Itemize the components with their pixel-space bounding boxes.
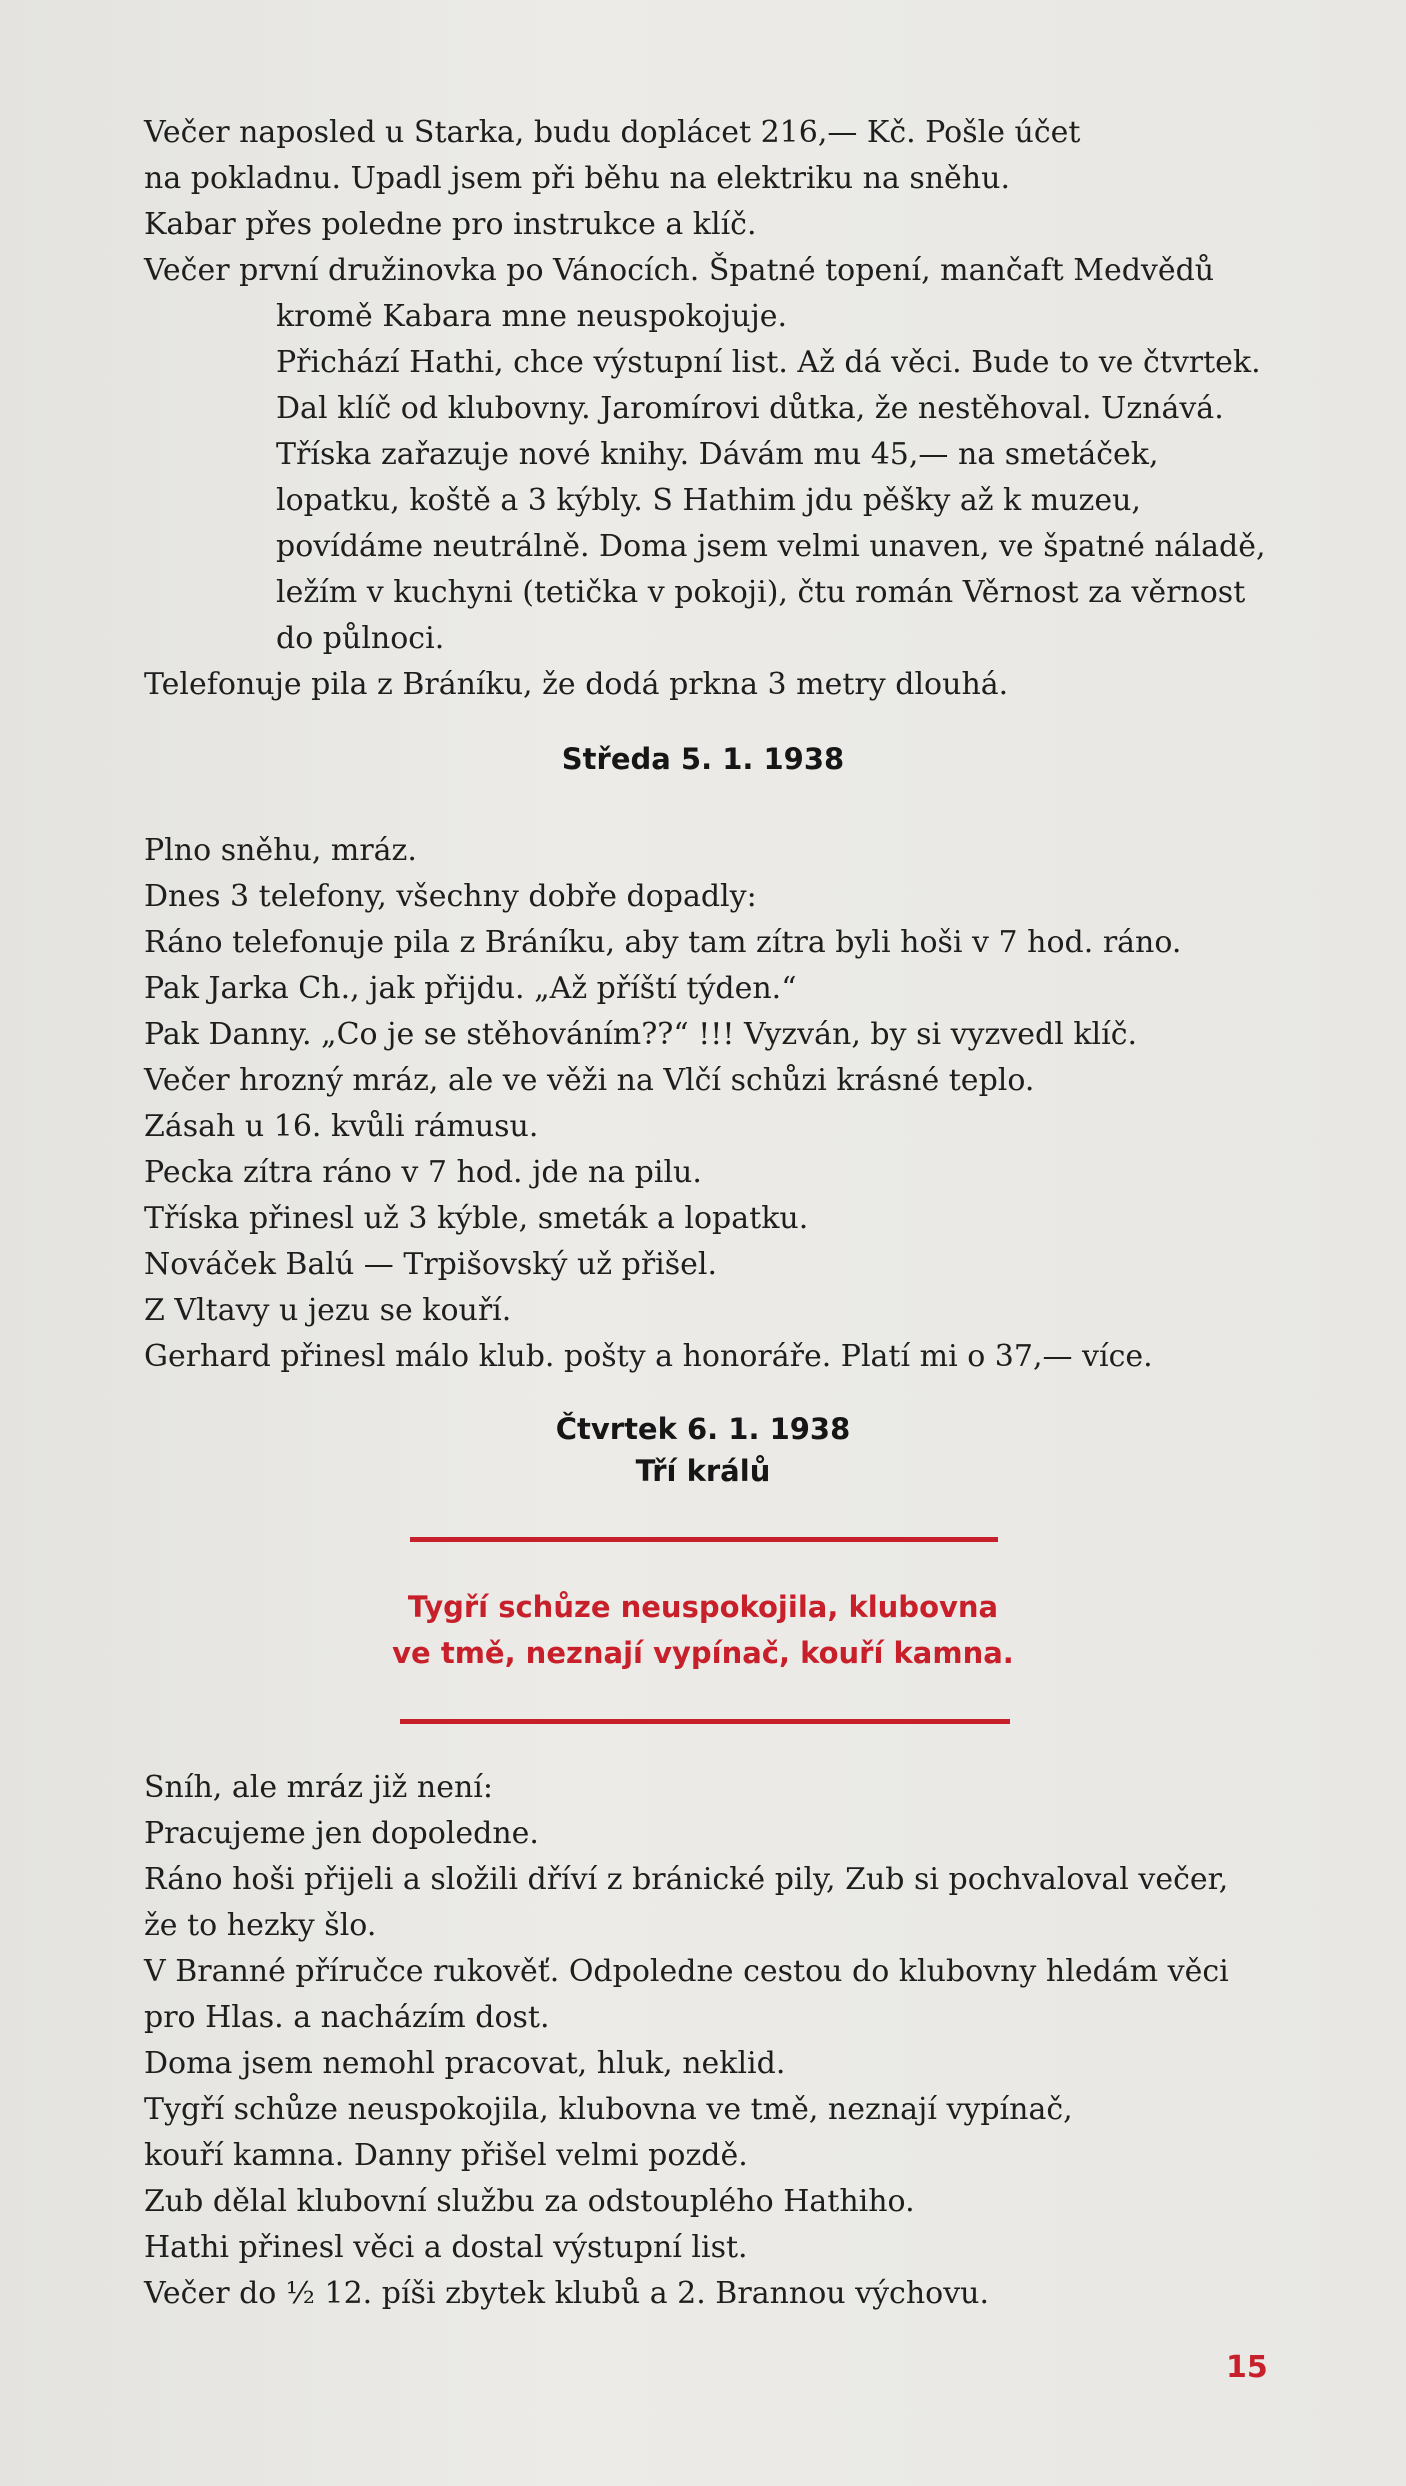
text-line: V Branné příručce rukověť. Odpoledne cestou do klubovny hledám věci [144,1954,1229,1989]
text-line: Kabar přes poledne pro instrukce a klíč. [144,207,757,242]
text-line: kromě Kabara mne neuspokojuje. [276,299,788,334]
text-line: Tříska přinesl už 3 kýble, smeták a lopatku. [144,1201,809,1236]
text-line: Tygří schůze neuspokojila, klubovna ve tmě, neznají vypínač, [144,2092,1073,2127]
pull-quote-line: Tygří schůze neuspokojila, klubovna [407,1590,999,1624]
page-number: 15 [1226,2350,1268,2385]
date-heading-thursday [0,1408,1406,1492]
text-line: Doma jsem nemohl pracovat, hluk, neklid. [144,2046,786,2081]
entry-block-thursday [144,1765,1304,2317]
text-line: Pak Danny. „Co je se stěhováním??“ !!! Vyzván, by si vyzvedl klíč. [144,1017,1138,1052]
text-line: ležím v kuchyni (tetička v pokoji), čtu román Věrnost za věrnost [276,575,1246,610]
text-line: Nováček Balú — Trpišovský už přišel. [144,1247,718,1282]
text-line: Večer naposled u Starka, budu doplácet 216,— Kč. Pošle účet [144,115,1081,150]
pull-quote [0,1584,1406,1676]
text-line: Večer první družinovka po Vánocích. Špatné topení, mančaft Medvědů [144,253,1215,288]
text-line: Sníh, ale mráz již není: [144,1770,493,1805]
text-line: Hathi přinesl věci a dostal výstupní list. [144,2230,748,2265]
text-line: Dnes 3 telefony, všechny dobře dopadly: [144,879,757,914]
callout-rule-top [410,1537,998,1542]
text-line: Plno sněhu, mráz. [144,833,417,868]
text-line: Zub dělal klubovní službu za odstouplého Hathiho. [144,2184,915,2219]
entry-block-wednesday [144,828,1304,1380]
text-line: na pokladnu. Upadl jsem při běhu na elektriku na sněhu. [144,161,1010,196]
text-line: Zásah u 16. kvůli rámusu. [144,1109,539,1144]
text-line: Přichází Hathi, chce výstupní list. Až dá věci. Bude to ve čtvrtek. [276,345,1261,380]
text-line: Večer hrozný mráz, ale ve věži na Vlčí schůzi krásné teplo. [144,1063,1035,1098]
text-line: Pracujeme jen dopoledne. [144,1816,539,1851]
holiday-subheading: Tří králů [635,1454,771,1488]
text-line: Pak Jarka Ch., jak přijdu. „Až příští týden.“ [144,971,797,1006]
text-line: lopatku, koště a 3 kýbly. S Hathim jdu pěšky až k muzeu, [276,483,1141,518]
text-line: do půlnoci. [276,621,445,656]
text-line: Gerhard přinesl málo klub. pošty a honoráře. Platí mi o 37,— více. [144,1339,1153,1374]
date-heading-wednesday: Středa 5. 1. 1938 [561,742,845,776]
text-line: že to hezky šlo. [144,1908,377,1943]
text-line: Ráno telefonuje pila z Bráníku, aby tam zítra byli hoši v 7 hod. ráno. [144,925,1182,960]
text-line: Pecka zítra ráno v 7 hod. jde na pilu. [144,1155,702,1190]
callout-rule-bottom [400,1719,1010,1724]
text-line: Dal klíč od klubovny. Jaromírovi důtka, že nestěhoval. Uznává. [276,391,1224,426]
text-line: povídáme neutrálně. Doma jsem velmi unaven, ve špatné náladě, [276,529,1266,564]
text-line: kouří kamna. Danny přišel velmi pozdě. [144,2138,748,2173]
text-line: Ráno hoši přijeli a složili dříví z bránické pily, Zub si pochvaloval večer, [144,1862,1229,1897]
text-line: pro Hlas. a nacházím dost. [144,2000,550,2035]
text-line: Večer do ½ 12. píši zbytek klubů a 2. Brannou výchovu. [144,2276,990,2311]
pull-quote-line: ve tmě, neznají vypínač, kouří kamna. [392,1636,1014,1670]
entry-block-tuesday [144,110,1304,708]
date-heading-text: Čtvrtek 6. 1. 1938 [555,1412,851,1446]
text-line: Telefonuje pila z Bráníku, že dodá prkna 3 metry dlouhá. [144,667,1009,702]
text-line: Tříska zařazuje nové knihy. Dávám mu 45,— na smetáček, [276,437,1159,472]
text-line: Z Vltavy u jezu se kouří. [144,1293,512,1328]
